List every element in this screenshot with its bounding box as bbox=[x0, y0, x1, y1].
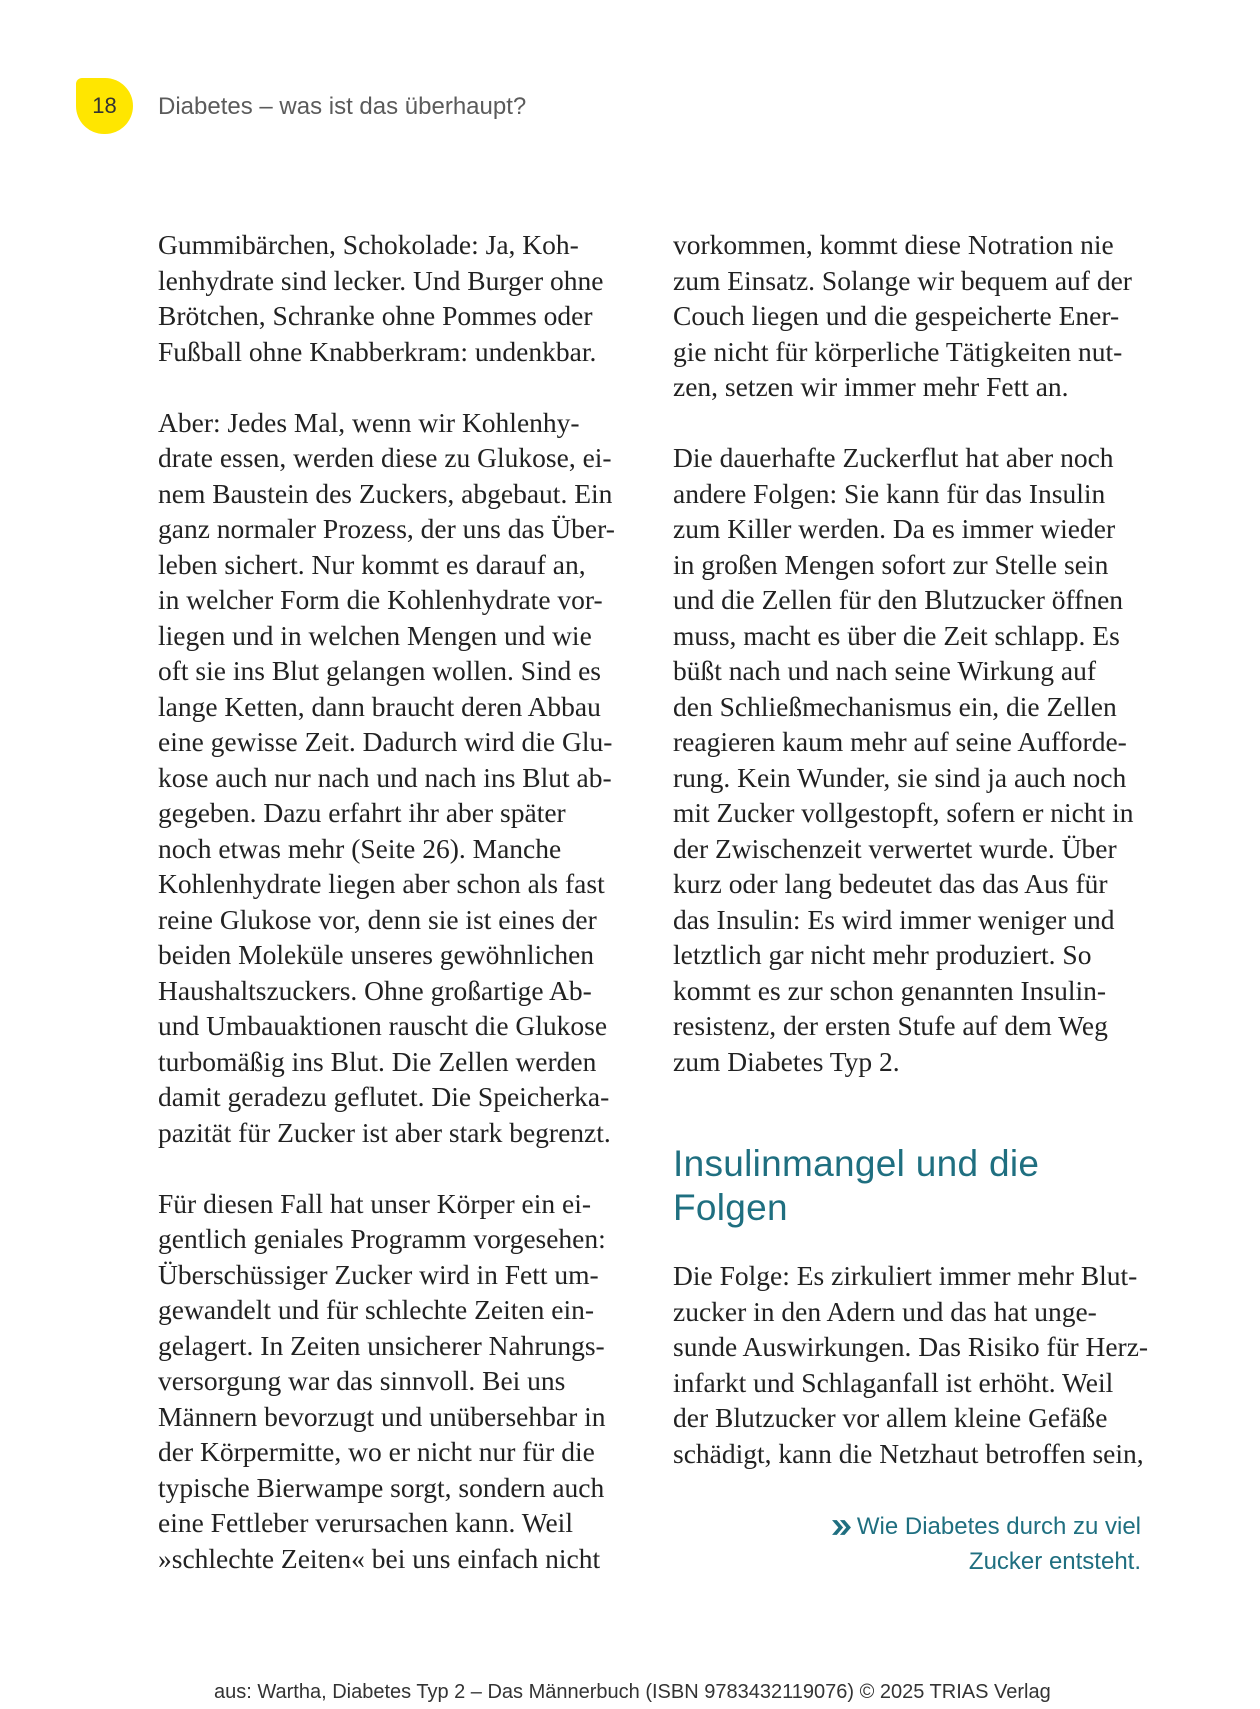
text-line: Fußball ohne Knabberkram: undenkbar. bbox=[158, 335, 597, 367]
text-line: büßt nach und nach seine Wirkung auf bbox=[673, 655, 1096, 686]
paragraph bbox=[673, 440, 1141, 1079]
text-line: drate essen, werden diese zu Glukose, ei- bbox=[158, 442, 612, 473]
text-line: das Insulin: Es wird immer weniger und bbox=[673, 903, 1115, 935]
text-line: kose auch nur nach und nach ins Blut ab- bbox=[158, 761, 612, 793]
paragraph bbox=[158, 227, 626, 369]
text-line: in welcher Form die Kohlenhydrate vor- bbox=[158, 584, 603, 615]
text-line: gegeben. Dazu erfahrt ihr aber später bbox=[158, 797, 566, 828]
link-line bbox=[673, 1509, 1141, 1544]
text-line: Haushaltszuckers. Ohne großartige Ab- bbox=[158, 974, 592, 1006]
link-text: Zucker entsteht. bbox=[968, 1547, 1141, 1575]
text-line: der Blutzucker vor allem kleine Gefäße bbox=[673, 1402, 1108, 1434]
text-line: den Schließmechanismus ein, die Zellen bbox=[673, 690, 1117, 722]
double-chevron-icon bbox=[831, 1519, 852, 1536]
cross-reference-link[interactable] bbox=[673, 1509, 1141, 1579]
text-line: eine gewisse Zeit. Dadurch wird die Glu- bbox=[158, 726, 613, 757]
text-line: der Zwischenzeit verwertet wurde. Über bbox=[673, 832, 1117, 864]
text-line: zucker in den Adern und das hat unge- bbox=[673, 1295, 1097, 1327]
text-line: Männern bevorzugt und unübersehbar in bbox=[158, 1400, 606, 1432]
text-line: letztlich gar nicht mehr produziert. So bbox=[673, 939, 1092, 970]
text-line: Kohlenhydrate liegen aber schon als fast bbox=[158, 868, 605, 899]
text-line: muss, macht es über die Zeit schlapp. Es bbox=[673, 619, 1120, 651]
text-line: pazität für Zucker ist aber stark begrenzt. bbox=[158, 1116, 611, 1148]
text-line: infarkt und Schlaganfall ist erhöht. Weil bbox=[673, 1366, 1114, 1398]
paragraph bbox=[673, 227, 1141, 405]
text-line: damit geradezu geflutet. Die Speicherka- bbox=[158, 1081, 610, 1112]
heading-line: Insulinmangel und die bbox=[673, 1143, 1040, 1184]
text-line: turbomäßig ins Blut. Die Zellen werden bbox=[158, 1045, 597, 1077]
text-line: andere Folgen: Sie kann für das Insulin bbox=[673, 477, 1106, 509]
text-line: gentlich geniales Programm vorgesehen: bbox=[158, 1223, 606, 1254]
link-text: Wie Diabetes durch zu viel bbox=[856, 1512, 1141, 1540]
text-line: lenhydrate sind lecker. Und Burger ohne bbox=[158, 264, 604, 296]
text-line: liegen und in welchen Mengen und wie bbox=[158, 619, 592, 651]
text-line: und Umbauaktionen rauscht die Glukose bbox=[158, 1010, 608, 1041]
text-line: typische Bierwampe sorgt, sondern auch bbox=[158, 1471, 605, 1503]
section-heading bbox=[673, 1142, 1141, 1229]
text-line: kurz oder lang bedeutet das das Aus für bbox=[673, 868, 1108, 899]
text-line: gewandelt und für schlechte Zeiten ein- bbox=[158, 1294, 594, 1325]
text-line: nem Baustein des Zuckers, abgebaut. Ein bbox=[158, 477, 613, 509]
running-title: Diabetes – was ist das überhaupt? bbox=[158, 93, 527, 120]
page-number: 18 bbox=[92, 93, 117, 118]
heading-line: Folgen bbox=[673, 1186, 788, 1228]
text-line: Für diesen Fall hat unser Körper ein ei- bbox=[158, 1187, 592, 1219]
left-column bbox=[158, 227, 626, 1612]
text-line: Aber: Jedes Mal, wenn wir Kohlenhy- bbox=[158, 406, 580, 438]
paragraph bbox=[158, 405, 626, 1151]
text-line: schädigt, kann die Netzhaut betroffen sein, bbox=[673, 1437, 1144, 1469]
text-line: leben sichert. Nur kommt es darauf an, bbox=[158, 548, 586, 580]
text-line: lange Ketten, dann braucht deren Abbau bbox=[158, 690, 601, 722]
text-line: Die dauerhafte Zuckerflut hat aber noch bbox=[673, 442, 1114, 473]
text-line: Couch liegen und die gespeicherte Ener- bbox=[673, 300, 1120, 331]
text-line: Überschüssiger Zucker wird in Fett um- bbox=[158, 1258, 599, 1290]
paragraph bbox=[673, 1258, 1149, 1471]
text-line: sunde Auswirkungen. Das Risiko für Herz- bbox=[673, 1331, 1149, 1363]
text-line: der Körpermitte, wo er nicht nur für die bbox=[158, 1436, 595, 1467]
text-line: und die Zellen für den Blutzucker öffnen bbox=[673, 584, 1124, 615]
text-line: vorkommen, kommt diese Notration nie bbox=[673, 229, 1114, 260]
text-line: zum Diabetes Typ 2. bbox=[673, 1045, 900, 1077]
text-line: kommt es zur schon genannten Insulin- bbox=[673, 974, 1107, 1006]
text-line: resistenz, der ersten Stufe auf dem Weg bbox=[673, 1010, 1108, 1041]
text-line: noch etwas mehr (Seite 26). Manche bbox=[158, 832, 562, 864]
text-line: rung. Kein Wunder, sie sind ja auch noch bbox=[673, 761, 1127, 793]
link-line bbox=[673, 1544, 1141, 1579]
text-line: versorgung war das sinnvoll. Bei uns bbox=[158, 1365, 566, 1396]
text-line: zen, setzen wir immer mehr Fett an. bbox=[673, 371, 1069, 402]
source-footer: aus: Wartha, Diabetes Typ 2 – Das Männerbuch (ISBN 9783432119076) © 2025 TRIAS Verlag bbox=[214, 1681, 1051, 1703]
text-line: reagieren kaum mehr auf seine Aufforde- bbox=[673, 726, 1127, 757]
text-line: oft sie ins Blut gelangen wollen. Sind es bbox=[158, 655, 602, 686]
text-line: Brötchen, Schranke ohne Pommes oder bbox=[158, 300, 593, 331]
text-line: zum Killer werden. Da es immer wieder bbox=[673, 513, 1116, 544]
text-line: Die Folge: Es zirkuliert immer mehr Blut- bbox=[673, 1260, 1138, 1292]
text-line: in großen Mengen sofort zur Stelle sein bbox=[673, 548, 1109, 580]
text-line: beiden Moleküle unseres gewöhnlichen bbox=[158, 939, 595, 970]
text-line: reine Glukose vor, denn sie ist eines der bbox=[158, 903, 597, 935]
right-column bbox=[673, 227, 1149, 1579]
text-line: gie nicht für körperliche Tätigkeiten nut- bbox=[673, 335, 1123, 367]
text-line: zum Einsatz. Solange wir bequem auf der bbox=[673, 264, 1132, 296]
text-line: Gummibärchen, Schokolade: Ja, Koh- bbox=[158, 229, 579, 260]
text-line: ganz normaler Prozess, der uns das Über- bbox=[158, 513, 615, 544]
paragraph bbox=[158, 1186, 626, 1577]
text-line: mit Zucker vollgestopft, sofern er nicht in bbox=[673, 797, 1134, 828]
page-number-badge bbox=[76, 78, 133, 134]
text-line: eine Fettleber verursachen kann. Weil bbox=[158, 1507, 573, 1538]
text-line: gelagert. In Zeiten unsicherer Nahrungs- bbox=[158, 1329, 605, 1361]
text-line: »schlechte Zeiten« bei uns einfach nicht bbox=[158, 1542, 601, 1574]
